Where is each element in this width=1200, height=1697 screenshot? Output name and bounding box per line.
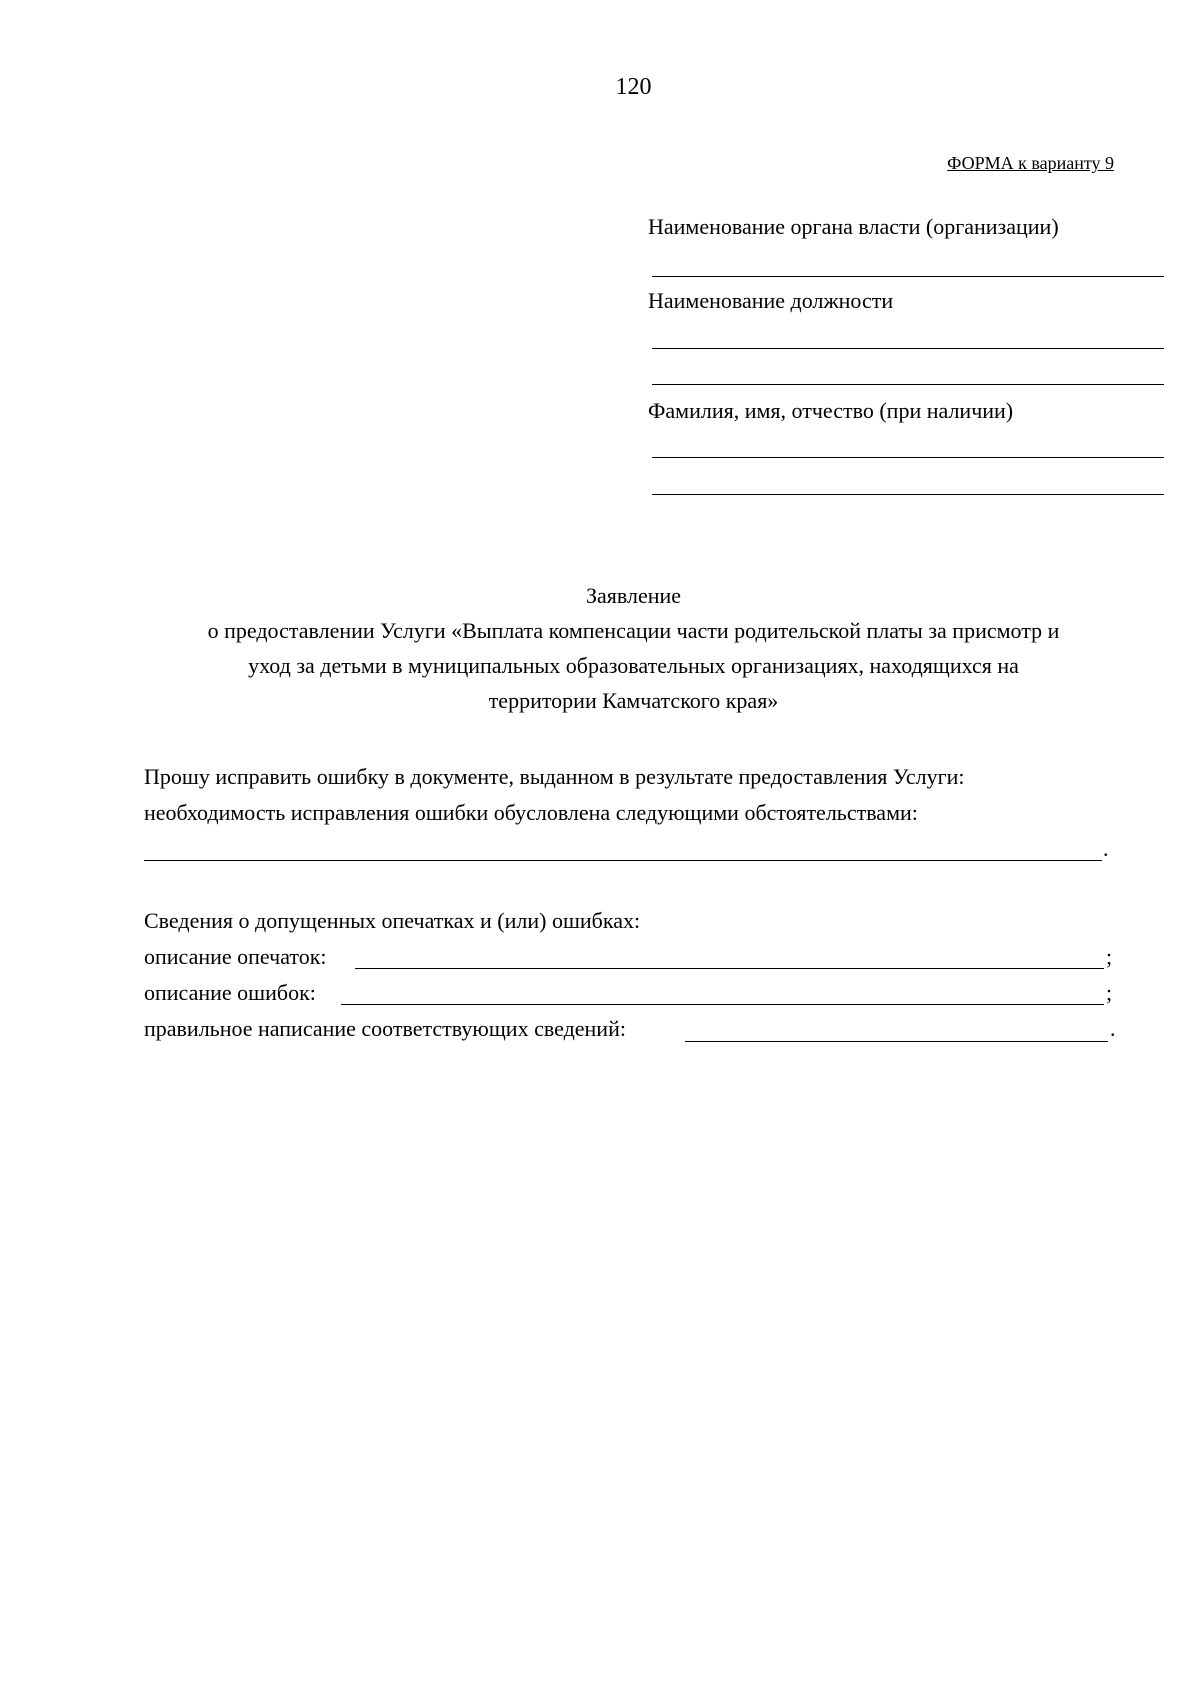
position-name-label: Наименование должности <box>648 288 894 313</box>
request-line-2: необходимость исправления ошибки обусловлена следующими обстоятельствами: <box>144 800 918 825</box>
typos-end-mark: ; <box>1106 944 1113 969</box>
application-heading: Заявление <box>585 583 682 608</box>
circumstances-field[interactable] <box>144 860 1102 861</box>
request-line-1: Прошу исправить ошибку в документе, выданном в результате предоставления Услуги: <box>144 764 965 789</box>
authority-name-label: Наименование органа власти (организации) <box>648 214 1059 239</box>
fio-label: Фамилия, имя, отчество (при наличии) <box>648 398 1014 423</box>
typos-label: описание опечаток: <box>144 944 327 969</box>
correct-spelling-field[interactable] <box>685 1041 1108 1042</box>
errors-label: описание ошибок: <box>144 980 316 1005</box>
position-name-field-1[interactable] <box>652 348 1164 349</box>
authority-name-field[interactable] <box>652 276 1164 277</box>
circumstances-end-mark: . <box>1103 836 1109 861</box>
fio-field-1[interactable] <box>652 457 1164 458</box>
errors-field[interactable] <box>341 1004 1104 1005</box>
typos-field[interactable] <box>355 968 1104 969</box>
application-subject-line-3: территории Камчатского края» <box>488 688 779 713</box>
position-name-field-2[interactable] <box>652 384 1164 385</box>
form-variant-label: ФОРМА к варианту 9 <box>947 153 1114 173</box>
page-number: 120 <box>615 74 652 100</box>
application-title <box>0 578 1200 718</box>
correct-spelling-label: правильное написание соответствующих сведений: <box>144 1016 626 1041</box>
fio-field-2[interactable] <box>652 494 1164 495</box>
application-subject-line-1: о предоставлении Услуги «Выплата компенсации части родительской платы за присмотр и <box>207 618 1060 643</box>
application-subject-line-2: уход за детьми в муниципальных образовательных организациях, находящихся на <box>248 653 1019 678</box>
correct-spelling-end-mark: . <box>1110 1016 1116 1041</box>
details-heading: Сведения о допущенных опечатках и (или) ошибках: <box>144 908 641 933</box>
errors-end-mark: ; <box>1106 980 1113 1005</box>
